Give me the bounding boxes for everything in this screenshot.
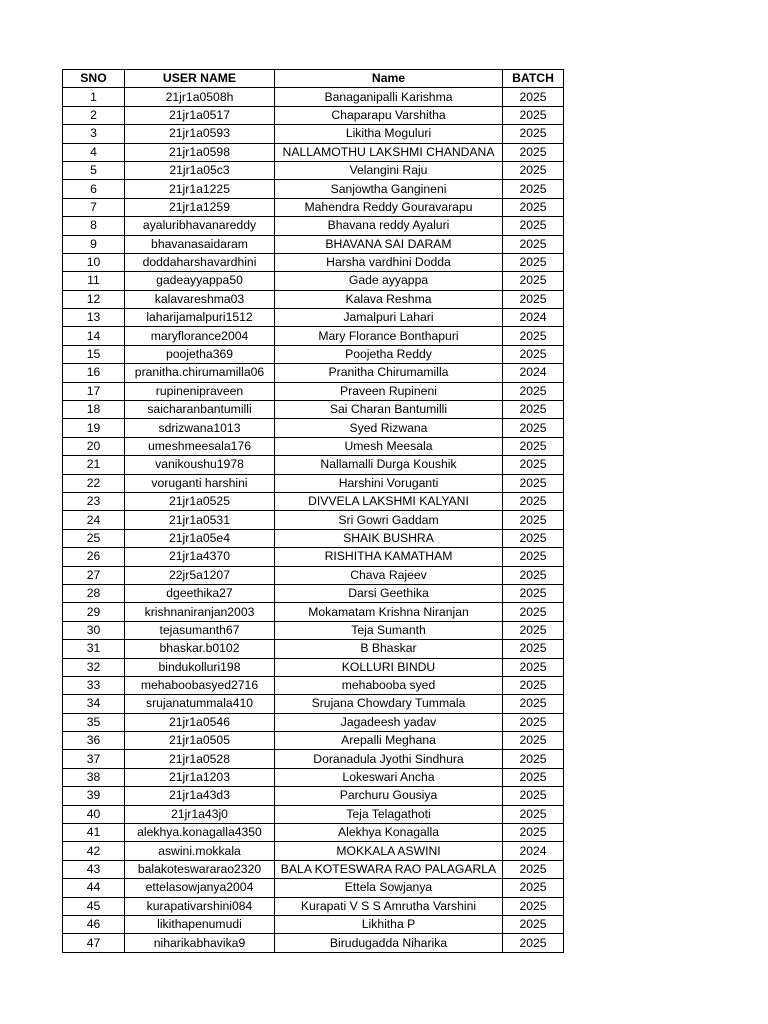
- cell-batch: 2025: [503, 474, 564, 492]
- table-row: [63, 695, 564, 713]
- cell-batch: 2025: [503, 180, 564, 198]
- cell-batch: 2025: [503, 548, 564, 566]
- cell-name: Kalava Reshma: [275, 290, 503, 308]
- header-sno: SNO: [63, 70, 125, 88]
- cell-name: Harsha vardhini Dodda: [275, 253, 503, 271]
- cell-sno: 19: [63, 419, 125, 437]
- cell-sno: 39: [63, 787, 125, 805]
- table-row: [63, 125, 564, 143]
- cell-sno: 47: [63, 934, 125, 952]
- cell-user-name: kurapativarshini084: [125, 897, 275, 915]
- cell-name: Likitha Moguluri: [275, 125, 503, 143]
- cell-sno: 10: [63, 253, 125, 271]
- cell-name: RISHITHA KAMATHAM: [275, 548, 503, 566]
- cell-user-name: 21jr1a43d3: [125, 787, 275, 805]
- cell-user-name: krishnaniranjan2003: [125, 603, 275, 621]
- table-row: [63, 290, 564, 308]
- cell-name: BALA KOTESWARA RAO PALAGARLA: [275, 860, 503, 878]
- table-row: [63, 860, 564, 878]
- cell-sno: 15: [63, 345, 125, 363]
- cell-name: Poojetha Reddy: [275, 345, 503, 363]
- cell-sno: 9: [63, 235, 125, 253]
- cell-name: Bhavana reddy Ayaluri: [275, 217, 503, 235]
- cell-batch: 2025: [503, 437, 564, 455]
- cell-sno: 28: [63, 584, 125, 602]
- cell-name: Alekhya Konagalla: [275, 824, 503, 842]
- table-row: [63, 713, 564, 731]
- cell-sno: 3: [63, 125, 125, 143]
- cell-batch: 2025: [503, 658, 564, 676]
- table-row: [63, 309, 564, 327]
- table-row: [63, 474, 564, 492]
- cell-sno: 24: [63, 511, 125, 529]
- table-row: [63, 621, 564, 639]
- cell-name: Mokamatam Krishna Niranjan: [275, 603, 503, 621]
- cell-batch: 2025: [503, 217, 564, 235]
- table-row: [63, 364, 564, 382]
- table-row: [63, 805, 564, 823]
- cell-name: Velangini Raju: [275, 161, 503, 179]
- cell-user-name: voruganti harshini: [125, 474, 275, 492]
- cell-sno: 40: [63, 805, 125, 823]
- cell-sno: 5: [63, 161, 125, 179]
- cell-user-name: 21jr1a05c3: [125, 161, 275, 179]
- cell-sno: 45: [63, 897, 125, 915]
- cell-batch: 2025: [503, 621, 564, 639]
- cell-user-name: maryflorance2004: [125, 327, 275, 345]
- cell-batch: 2025: [503, 860, 564, 878]
- table-row: [63, 603, 564, 621]
- cell-user-name: alekhya.konagalla4350: [125, 824, 275, 842]
- cell-sno: 4: [63, 143, 125, 161]
- cell-user-name: sdrizwana1013: [125, 419, 275, 437]
- cell-user-name: vanikoushu1978: [125, 456, 275, 474]
- cell-batch: 2025: [503, 732, 564, 750]
- cell-user-name: bhavanasaidaram: [125, 235, 275, 253]
- cell-batch: 2025: [503, 897, 564, 915]
- cell-batch: 2024: [503, 842, 564, 860]
- table-row: [63, 640, 564, 658]
- cell-name: Pranitha Chirumamilla: [275, 364, 503, 382]
- cell-sno: 36: [63, 732, 125, 750]
- cell-sno: 7: [63, 198, 125, 216]
- cell-user-name: 21jr1a1203: [125, 768, 275, 786]
- cell-name: KOLLURI BINDU: [275, 658, 503, 676]
- cell-user-name: mehaboobasyed2716: [125, 676, 275, 694]
- cell-name: Chaparapu Varshitha: [275, 106, 503, 124]
- cell-name: Srujana Chowdary Tummala: [275, 695, 503, 713]
- table-row: [63, 198, 564, 216]
- cell-user-name: saicharanbantumilli: [125, 401, 275, 419]
- cell-name: Ettela Sowjanya: [275, 879, 503, 897]
- cell-name: NALLAMOTHU LAKSHMI CHANDANA: [275, 143, 503, 161]
- cell-user-name: 21jr1a1259: [125, 198, 275, 216]
- cell-name: Syed Rizwana: [275, 419, 503, 437]
- table-row: [63, 437, 564, 455]
- cell-name: Teja Telagathoti: [275, 805, 503, 823]
- table-row: [63, 750, 564, 768]
- cell-user-name: balakoteswararao2320: [125, 860, 275, 878]
- cell-sno: 20: [63, 437, 125, 455]
- cell-batch: 2025: [503, 456, 564, 474]
- cell-user-name: 21jr1a0525: [125, 492, 275, 510]
- cell-user-name: poojetha369: [125, 345, 275, 363]
- cell-name: Arepalli Meghana: [275, 732, 503, 750]
- cell-user-name: doddaharshavardhini: [125, 253, 275, 271]
- cell-sno: 35: [63, 713, 125, 731]
- table-row: [63, 456, 564, 474]
- cell-sno: 33: [63, 676, 125, 694]
- table-row: [63, 235, 564, 253]
- table-row: [63, 879, 564, 897]
- cell-user-name: 21jr1a0593: [125, 125, 275, 143]
- cell-name: Doranadula Jyothi Sindhura: [275, 750, 503, 768]
- cell-name: Birudugadda Niharika: [275, 934, 503, 952]
- cell-batch: 2025: [503, 419, 564, 437]
- cell-name: Praveen Rupineni: [275, 382, 503, 400]
- cell-batch: 2025: [503, 88, 564, 106]
- cell-sno: 14: [63, 327, 125, 345]
- table-row: [63, 492, 564, 510]
- table-row: [63, 143, 564, 161]
- cell-sno: 18: [63, 401, 125, 419]
- cell-sno: 37: [63, 750, 125, 768]
- cell-name: Gade ayyappa: [275, 272, 503, 290]
- cell-batch: 2025: [503, 584, 564, 602]
- cell-user-name: likithapenumudi: [125, 915, 275, 933]
- cell-name: MOKKALA ASWINI: [275, 842, 503, 860]
- cell-sno: 26: [63, 548, 125, 566]
- cell-name: SHAIK BUSHRA: [275, 529, 503, 547]
- table-row: [63, 732, 564, 750]
- cell-user-name: gadeayyappa50: [125, 272, 275, 290]
- cell-name: B Bhaskar: [275, 640, 503, 658]
- cell-user-name: 21jr1a0528: [125, 750, 275, 768]
- cell-batch: 2025: [503, 768, 564, 786]
- cell-name: BHAVANA SAI DARAM: [275, 235, 503, 253]
- cell-user-name: dgeethika27: [125, 584, 275, 602]
- cell-name: Likhitha P: [275, 915, 503, 933]
- cell-user-name: 21jr1a0505: [125, 732, 275, 750]
- cell-user-name: 21jr1a1225: [125, 180, 275, 198]
- table-row: [63, 529, 564, 547]
- cell-user-name: bindukolluri198: [125, 658, 275, 676]
- cell-sno: 21: [63, 456, 125, 474]
- table-row: [63, 548, 564, 566]
- cell-batch: 2025: [503, 125, 564, 143]
- cell-name: Harshini Voruganti: [275, 474, 503, 492]
- table-row: [63, 676, 564, 694]
- cell-batch: 2025: [503, 327, 564, 345]
- table-row: [63, 382, 564, 400]
- cell-batch: 2025: [503, 198, 564, 216]
- table-row: [63, 897, 564, 915]
- cell-user-name: ettelasowjanya2004: [125, 879, 275, 897]
- cell-name: DIVVELA LAKSHMI KALYANI: [275, 492, 503, 510]
- cell-batch: 2025: [503, 934, 564, 952]
- table-row: [63, 824, 564, 842]
- cell-batch: 2025: [503, 382, 564, 400]
- table-row: [63, 345, 564, 363]
- cell-user-name: ayaluribhavanareddy: [125, 217, 275, 235]
- cell-batch: 2025: [503, 750, 564, 768]
- table-row: [63, 768, 564, 786]
- cell-sno: 31: [63, 640, 125, 658]
- cell-batch: 2024: [503, 309, 564, 327]
- table-row: [63, 915, 564, 933]
- cell-name: Parchuru Gousiya: [275, 787, 503, 805]
- cell-name: Mary Florance Bonthapuri: [275, 327, 503, 345]
- cell-batch: 2025: [503, 345, 564, 363]
- cell-batch: 2025: [503, 676, 564, 694]
- cell-batch: 2025: [503, 529, 564, 547]
- cell-batch: 2025: [503, 161, 564, 179]
- cell-sno: 12: [63, 290, 125, 308]
- cell-sno: 46: [63, 915, 125, 933]
- table-row: [63, 272, 564, 290]
- cell-user-name: 21jr1a0546: [125, 713, 275, 731]
- table-row: [63, 419, 564, 437]
- cell-sno: 25: [63, 529, 125, 547]
- table-row: [63, 566, 564, 584]
- cell-user-name: aswini.mokkala: [125, 842, 275, 860]
- cell-name: Teja Sumanth: [275, 621, 503, 639]
- table-row: [63, 88, 564, 106]
- table-row: [63, 327, 564, 345]
- table-row: [63, 217, 564, 235]
- cell-sno: 43: [63, 860, 125, 878]
- cell-sno: 29: [63, 603, 125, 621]
- cell-sno: 41: [63, 824, 125, 842]
- table-row: [63, 658, 564, 676]
- cell-batch: 2025: [503, 492, 564, 510]
- table-row: [63, 180, 564, 198]
- cell-name: Jagadeesh yadav: [275, 713, 503, 731]
- cell-batch: 2025: [503, 824, 564, 842]
- cell-name: Mahendra Reddy Gouravarapu: [275, 198, 503, 216]
- cell-user-name: 21jr1a4370: [125, 548, 275, 566]
- cell-batch: 2025: [503, 805, 564, 823]
- cell-user-name: 21jr1a0517: [125, 106, 275, 124]
- cell-sno: 6: [63, 180, 125, 198]
- cell-sno: 16: [63, 364, 125, 382]
- cell-sno: 2: [63, 106, 125, 124]
- user-batch-table: [62, 69, 564, 953]
- header-name: Name: [275, 70, 503, 88]
- cell-sno: 1: [63, 88, 125, 106]
- cell-user-name: niharikabhavika9: [125, 934, 275, 952]
- cell-batch: 2024: [503, 364, 564, 382]
- cell-batch: 2025: [503, 253, 564, 271]
- header-row: [63, 70, 564, 88]
- cell-user-name: 21jr1a0508h: [125, 88, 275, 106]
- cell-name: mehabooba syed: [275, 676, 503, 694]
- cell-name: Nallamalli Durga Koushik: [275, 456, 503, 474]
- header-batch: BATCH: [503, 70, 564, 88]
- cell-user-name: umeshmeesala176: [125, 437, 275, 455]
- cell-user-name: laharijamalpuri1512: [125, 309, 275, 327]
- cell-batch: 2025: [503, 915, 564, 933]
- table-row: [63, 161, 564, 179]
- table-row: [63, 401, 564, 419]
- table-row: [63, 584, 564, 602]
- cell-batch: 2025: [503, 272, 564, 290]
- cell-name: Jamalpuri Lahari: [275, 309, 503, 327]
- cell-name: Sanjowtha Gangineni: [275, 180, 503, 198]
- cell-name: Sai Charan Bantumilli: [275, 401, 503, 419]
- cell-user-name: rupinenipraveen: [125, 382, 275, 400]
- cell-name: Chava Rajeev: [275, 566, 503, 584]
- cell-name: Banaganipalli Karishma: [275, 88, 503, 106]
- cell-user-name: pranitha.chirumamilla06: [125, 364, 275, 382]
- cell-batch: 2025: [503, 879, 564, 897]
- cell-sno: 38: [63, 768, 125, 786]
- cell-name: Darsi Geethika: [275, 584, 503, 602]
- cell-batch: 2025: [503, 106, 564, 124]
- table-row: [63, 106, 564, 124]
- cell-batch: 2025: [503, 401, 564, 419]
- table-row: [63, 787, 564, 805]
- cell-batch: 2025: [503, 566, 564, 584]
- header-user-name: USER NAME: [125, 70, 275, 88]
- cell-sno: 8: [63, 217, 125, 235]
- cell-sno: 34: [63, 695, 125, 713]
- cell-user-name: 21jr1a43j0: [125, 805, 275, 823]
- cell-sno: 27: [63, 566, 125, 584]
- cell-batch: 2025: [503, 787, 564, 805]
- cell-user-name: 21jr1a05e4: [125, 529, 275, 547]
- cell-batch: 2025: [503, 235, 564, 253]
- cell-sno: 32: [63, 658, 125, 676]
- cell-user-name: 21jr1a0598: [125, 143, 275, 161]
- cell-sno: 44: [63, 879, 125, 897]
- table-row: [63, 253, 564, 271]
- cell-sno: 23: [63, 492, 125, 510]
- cell-user-name: 22jr5a1207: [125, 566, 275, 584]
- cell-batch: 2025: [503, 603, 564, 621]
- cell-sno: 30: [63, 621, 125, 639]
- cell-user-name: srujanatummala410: [125, 695, 275, 713]
- cell-sno: 22: [63, 474, 125, 492]
- cell-name: Sri Gowri Gaddam: [275, 511, 503, 529]
- cell-sno: 17: [63, 382, 125, 400]
- cell-batch: 2025: [503, 713, 564, 731]
- cell-name: Kurapati V S S Amrutha Varshini: [275, 897, 503, 915]
- cell-batch: 2025: [503, 695, 564, 713]
- table-row: [63, 842, 564, 860]
- cell-name: Lokeswari Ancha: [275, 768, 503, 786]
- cell-batch: 2025: [503, 511, 564, 529]
- cell-user-name: bhaskar.b0102: [125, 640, 275, 658]
- cell-user-name: 21jr1a0531: [125, 511, 275, 529]
- table-row: [63, 511, 564, 529]
- cell-sno: 13: [63, 309, 125, 327]
- table-row: [63, 934, 564, 952]
- cell-batch: 2025: [503, 640, 564, 658]
- cell-sno: 11: [63, 272, 125, 290]
- cell-batch: 2025: [503, 290, 564, 308]
- cell-user-name: kalavareshma03: [125, 290, 275, 308]
- cell-sno: 42: [63, 842, 125, 860]
- cell-batch: 2025: [503, 143, 564, 161]
- cell-name: Umesh Meesala: [275, 437, 503, 455]
- cell-user-name: tejasumanth67: [125, 621, 275, 639]
